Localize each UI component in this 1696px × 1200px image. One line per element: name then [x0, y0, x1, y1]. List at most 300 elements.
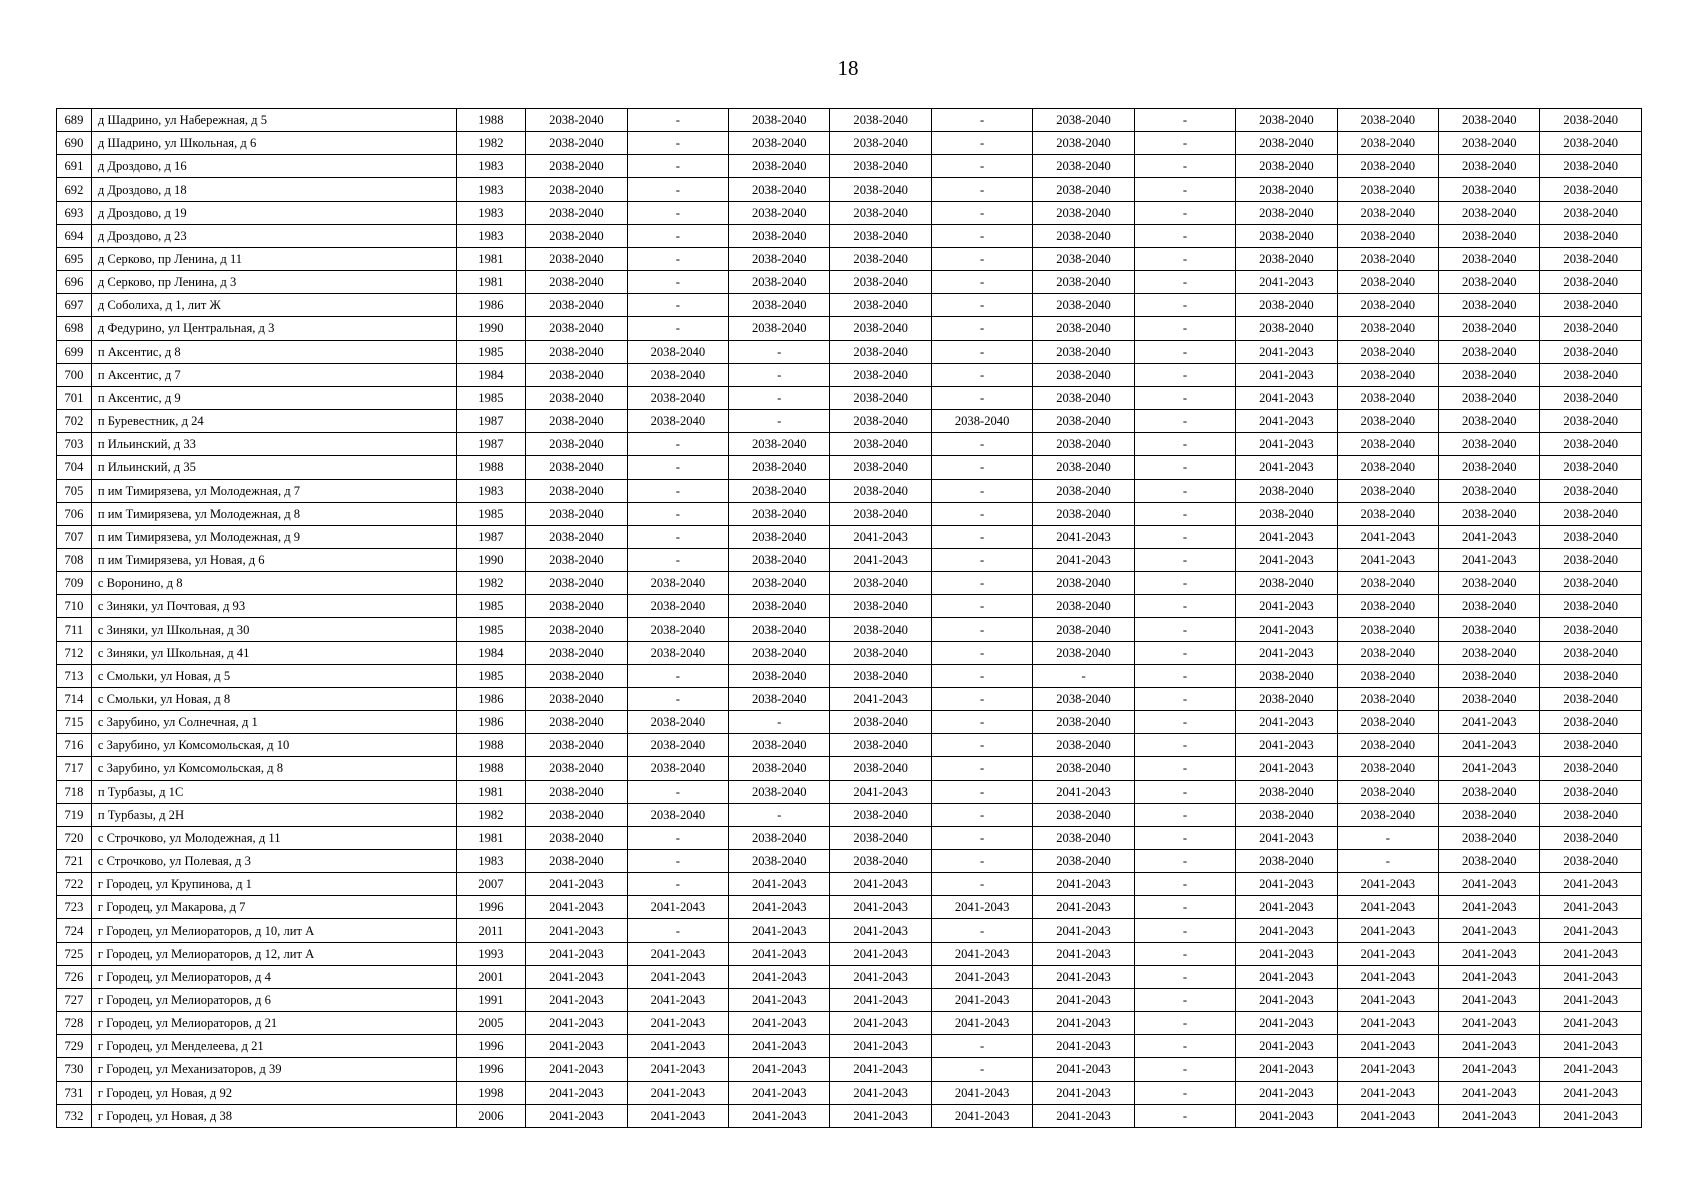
build-year-cell: 2001 — [456, 965, 526, 988]
build-year-cell: 1984 — [456, 641, 526, 664]
schedule-cell: 2038-2040 — [1439, 850, 1540, 873]
build-year-cell: 1987 — [456, 433, 526, 456]
schedule-cell: - — [1134, 687, 1235, 710]
schedule-cell: 2038-2040 — [830, 456, 931, 479]
address-cell: п Ильинский, д 35 — [91, 456, 456, 479]
build-year-cell: 1983 — [456, 224, 526, 247]
schedule-cell: 2038-2040 — [1236, 780, 1337, 803]
schedule-cell: 2038-2040 — [830, 294, 931, 317]
table-row — [57, 757, 1642, 780]
table-row — [57, 433, 1642, 456]
schedule-cell: 2041-2043 — [1439, 942, 1540, 965]
schedule-cell: 2038-2040 — [526, 247, 627, 270]
schedule-cell: - — [627, 502, 728, 525]
schedule-cell: 2041-2043 — [526, 896, 627, 919]
schedule-cell: 2038-2040 — [526, 294, 627, 317]
schedule-cell: 2041-2043 — [526, 1058, 627, 1081]
schedule-cell: 2038-2040 — [1540, 757, 1642, 780]
table-row — [57, 525, 1642, 548]
schedule-cell: - — [1134, 595, 1235, 618]
schedule-cell: 2038-2040 — [729, 548, 830, 571]
schedule-cell: - — [1134, 965, 1235, 988]
schedule-cell: 2038-2040 — [1540, 502, 1642, 525]
schedule-cell: 2041-2043 — [1540, 942, 1642, 965]
schedule-cell: 2038-2040 — [1540, 548, 1642, 571]
schedule-cell: - — [931, 479, 1032, 502]
schedule-cell: 2038-2040 — [1337, 687, 1438, 710]
schedule-cell: - — [627, 687, 728, 710]
schedule-cell: 2038-2040 — [1033, 109, 1134, 132]
build-year-cell: 1986 — [456, 711, 526, 734]
table-row — [57, 548, 1642, 571]
table-row — [57, 178, 1642, 201]
schedule-cell: - — [1134, 294, 1235, 317]
schedule-cell: 2041-2043 — [1236, 757, 1337, 780]
schedule-cell: 2038-2040 — [1337, 618, 1438, 641]
schedule-cell: 2041-2043 — [1439, 1081, 1540, 1104]
schedule-cell: 2038-2040 — [1540, 803, 1642, 826]
row-number-cell: 730 — [57, 1058, 92, 1081]
schedule-cell: 2041-2043 — [526, 873, 627, 896]
row-number-cell: 715 — [57, 711, 92, 734]
schedule-cell: 2041-2043 — [1033, 942, 1134, 965]
row-number-cell: 692 — [57, 178, 92, 201]
build-year-cell: 1985 — [456, 502, 526, 525]
row-number-cell: 712 — [57, 641, 92, 664]
schedule-cell: 2041-2043 — [1337, 988, 1438, 1011]
build-year-cell: 1983 — [456, 178, 526, 201]
schedule-cell: 2038-2040 — [526, 317, 627, 340]
build-year-cell: 1981 — [456, 247, 526, 270]
schedule-cell: 2041-2043 — [1337, 873, 1438, 896]
schedule-cell: 2038-2040 — [526, 803, 627, 826]
schedule-cell: - — [1134, 386, 1235, 409]
table-row — [57, 340, 1642, 363]
address-cell: п им Тимирязева, ул Молодежная, д 7 — [91, 479, 456, 502]
schedule-cell: 2038-2040 — [1337, 294, 1438, 317]
schedule-cell: 2038-2040 — [1337, 456, 1438, 479]
schedule-cell: 2038-2040 — [627, 410, 728, 433]
table-row — [57, 317, 1642, 340]
table-row — [57, 873, 1642, 896]
schedule-cell: 2041-2043 — [1540, 965, 1642, 988]
schedule-cell: 2041-2043 — [931, 1104, 1032, 1127]
schedule-cell: 2038-2040 — [526, 479, 627, 502]
schedule-cell: 2041-2043 — [1439, 873, 1540, 896]
schedule-cell: 2038-2040 — [729, 224, 830, 247]
schedule-cell: 2038-2040 — [931, 410, 1032, 433]
schedule-cell: 2038-2040 — [526, 641, 627, 664]
schedule-cell: 2038-2040 — [526, 155, 627, 178]
schedule-cell: 2041-2043 — [1439, 965, 1540, 988]
build-year-cell: 1986 — [456, 687, 526, 710]
schedule-cell: - — [931, 109, 1032, 132]
schedule-cell: 2038-2040 — [1540, 618, 1642, 641]
schedule-cell: 2038-2040 — [1337, 734, 1438, 757]
schedule-cell: - — [931, 433, 1032, 456]
schedule-cell: - — [931, 618, 1032, 641]
row-number-cell: 706 — [57, 502, 92, 525]
build-year-cell: 1984 — [456, 363, 526, 386]
schedule-cell: 2038-2040 — [830, 479, 931, 502]
schedule-cell: 2041-2043 — [830, 525, 931, 548]
schedule-cell: 2041-2043 — [1236, 548, 1337, 571]
schedule-cell: 2038-2040 — [1337, 155, 1438, 178]
schedule-cell: 2038-2040 — [1540, 433, 1642, 456]
row-number-cell: 721 — [57, 850, 92, 873]
schedule-cell: 2041-2043 — [1033, 548, 1134, 571]
schedule-cell: 2038-2040 — [1439, 826, 1540, 849]
schedule-cell: 2041-2043 — [526, 919, 627, 942]
address-cell: с Воронино, д 8 — [91, 572, 456, 595]
schedule-cell: 2038-2040 — [1033, 502, 1134, 525]
schedule-cell: - — [931, 780, 1032, 803]
schedule-cell: 2038-2040 — [729, 132, 830, 155]
schedule-cell: 2038-2040 — [1337, 780, 1438, 803]
schedule-cell: 2038-2040 — [729, 618, 830, 641]
schedule-cell: 2038-2040 — [1439, 479, 1540, 502]
schedule-cell: - — [931, 317, 1032, 340]
schedule-cell: 2038-2040 — [729, 317, 830, 340]
row-number-cell: 695 — [57, 247, 92, 270]
row-number-cell: 711 — [57, 618, 92, 641]
schedule-cell: 2041-2043 — [729, 988, 830, 1011]
address-cell: г Городец, ул Новая, д 38 — [91, 1104, 456, 1127]
build-year-cell: 1983 — [456, 850, 526, 873]
schedule-cell: 2041-2043 — [729, 1081, 830, 1104]
schedule-cell: 2038-2040 — [1439, 433, 1540, 456]
row-number-cell: 716 — [57, 734, 92, 757]
schedule-cell: 2038-2040 — [1337, 595, 1438, 618]
table-row — [57, 1012, 1642, 1035]
schedule-cell: 2041-2043 — [1033, 988, 1134, 1011]
schedule-cell: 2041-2043 — [1236, 456, 1337, 479]
table-row — [57, 595, 1642, 618]
schedule-cell: 2041-2043 — [1337, 1104, 1438, 1127]
schedule-cell: - — [1134, 896, 1235, 919]
schedule-cell: 2038-2040 — [1540, 595, 1642, 618]
schedule-cell: 2038-2040 — [729, 850, 830, 873]
schedule-cell: 2041-2043 — [526, 988, 627, 1011]
schedule-cell: 2038-2040 — [1439, 803, 1540, 826]
build-year-cell: 1981 — [456, 826, 526, 849]
schedule-cell: 2041-2043 — [830, 919, 931, 942]
schedule-cell: 2038-2040 — [830, 641, 931, 664]
schedule-cell: 2041-2043 — [830, 780, 931, 803]
address-cell: с Зиняки, ул Почтовая, д 93 — [91, 595, 456, 618]
address-cell: д Шадрино, ул Набережная, д 5 — [91, 109, 456, 132]
table-row — [57, 711, 1642, 734]
schedule-cell: 2041-2043 — [1439, 1104, 1540, 1127]
schedule-cell: 2041-2043 — [830, 1104, 931, 1127]
build-year-cell: 1982 — [456, 803, 526, 826]
table-row — [57, 271, 1642, 294]
row-number-cell: 707 — [57, 525, 92, 548]
build-year-cell: 1983 — [456, 201, 526, 224]
schedule-cell: 2038-2040 — [627, 757, 728, 780]
schedule-cell: 2038-2040 — [729, 687, 830, 710]
schedule-cell: 2038-2040 — [1540, 224, 1642, 247]
schedule-cell: 2038-2040 — [830, 595, 931, 618]
schedule-cell: 2041-2043 — [729, 942, 830, 965]
schedule-cell: - — [1134, 826, 1235, 849]
schedule-cell: 2038-2040 — [729, 155, 830, 178]
schedule-cell: - — [1134, 224, 1235, 247]
row-number-cell: 694 — [57, 224, 92, 247]
schedule-cell: 2038-2040 — [1337, 641, 1438, 664]
schedule-cell: 2041-2043 — [830, 1035, 931, 1058]
table-row — [57, 155, 1642, 178]
schedule-cell: - — [627, 479, 728, 502]
schedule-cell: 2041-2043 — [1540, 988, 1642, 1011]
schedule-cell: - — [627, 456, 728, 479]
schedule-cell: 2038-2040 — [1439, 363, 1540, 386]
schedule-cell: 2038-2040 — [526, 410, 627, 433]
schedule-cell: 2038-2040 — [1033, 132, 1134, 155]
schedule-cell: 2038-2040 — [729, 572, 830, 595]
schedule-cell: 2041-2043 — [729, 873, 830, 896]
schedule-cell: - — [1134, 410, 1235, 433]
schedule-cell: - — [931, 502, 1032, 525]
schedule-cell: 2038-2040 — [1540, 826, 1642, 849]
table-row — [57, 410, 1642, 433]
schedule-cell: - — [1134, 711, 1235, 734]
schedule-cell: - — [1134, 502, 1235, 525]
schedule-cell: 2038-2040 — [1540, 132, 1642, 155]
schedule-cell: 2038-2040 — [1540, 178, 1642, 201]
build-year-cell: 1983 — [456, 155, 526, 178]
schedule-cell: 2041-2043 — [830, 687, 931, 710]
schedule-cell: 2041-2043 — [526, 965, 627, 988]
build-year-cell: 1990 — [456, 548, 526, 571]
schedule-cell: - — [729, 340, 830, 363]
schedule-cell: 2038-2040 — [627, 572, 728, 595]
schedule-cell: 2041-2043 — [1033, 1058, 1134, 1081]
schedule-cell: 2038-2040 — [526, 711, 627, 734]
schedule-cell: 2041-2043 — [1033, 1035, 1134, 1058]
schedule-cell: 2041-2043 — [1540, 1058, 1642, 1081]
row-number-cell: 704 — [57, 456, 92, 479]
schedule-cell: 2038-2040 — [1337, 757, 1438, 780]
schedule-cell: 2038-2040 — [729, 525, 830, 548]
build-year-cell: 1996 — [456, 1035, 526, 1058]
schedule-cell: 2041-2043 — [1236, 525, 1337, 548]
schedule-cell: 2041-2043 — [1337, 548, 1438, 571]
build-year-cell: 1988 — [456, 734, 526, 757]
build-year-cell: 1996 — [456, 1058, 526, 1081]
schedule-cell: 2041-2043 — [1439, 988, 1540, 1011]
build-year-cell: 1987 — [456, 410, 526, 433]
schedule-cell: - — [1134, 132, 1235, 155]
schedule-cell: 2038-2040 — [830, 803, 931, 826]
row-number-cell: 717 — [57, 757, 92, 780]
row-number-cell: 732 — [57, 1104, 92, 1127]
schedule-cell: - — [627, 433, 728, 456]
table-row — [57, 363, 1642, 386]
schedule-cell: 2041-2043 — [1540, 1104, 1642, 1127]
schedule-cell: 2038-2040 — [1439, 502, 1540, 525]
schedule-cell: - — [931, 826, 1032, 849]
schedule-cell: 2041-2043 — [1540, 1035, 1642, 1058]
schedule-cell: 2038-2040 — [526, 618, 627, 641]
schedule-cell: - — [1134, 155, 1235, 178]
address-cell: д Дроздово, д 19 — [91, 201, 456, 224]
page-number: 18 — [837, 56, 859, 80]
schedule-cell: - — [627, 132, 728, 155]
schedule-cell: - — [1134, 1012, 1235, 1035]
schedule-cell: - — [627, 548, 728, 571]
schedule-cell: 2041-2043 — [830, 873, 931, 896]
schedule-cell: 2038-2040 — [1540, 664, 1642, 687]
address-cell: с Смольки, ул Новая, д 5 — [91, 664, 456, 687]
schedule-cell: 2038-2040 — [1439, 641, 1540, 664]
schedule-cell: - — [1134, 456, 1235, 479]
schedule-cell: - — [627, 919, 728, 942]
table-row — [57, 1035, 1642, 1058]
address-cell: г Городец, ул Мелиораторов, д 12, лит А — [91, 942, 456, 965]
schedule-cell: 2038-2040 — [729, 826, 830, 849]
address-cell: д Дроздово, д 16 — [91, 155, 456, 178]
schedule-cell: - — [627, 850, 728, 873]
schedule-cell: 2041-2043 — [627, 1035, 728, 1058]
schedule-cell: 2038-2040 — [729, 201, 830, 224]
schedule-cell: - — [1134, 618, 1235, 641]
table-row — [57, 479, 1642, 502]
schedule-cell: 2038-2040 — [1439, 201, 1540, 224]
schedule-cell: 2038-2040 — [1033, 595, 1134, 618]
build-year-cell: 2005 — [456, 1012, 526, 1035]
address-cell: г Городец, ул Мелиораторов, д 21 — [91, 1012, 456, 1035]
schedule-cell: 2041-2043 — [1033, 780, 1134, 803]
row-number-cell: 709 — [57, 572, 92, 595]
schedule-cell: 2038-2040 — [627, 340, 728, 363]
schedule-cell: 2041-2043 — [830, 965, 931, 988]
schedule-cell: - — [1134, 873, 1235, 896]
schedule-cell: 2038-2040 — [1337, 386, 1438, 409]
schedule-cell: 2038-2040 — [830, 664, 931, 687]
schedule-cell: 2038-2040 — [1540, 850, 1642, 873]
schedule-cell: 2038-2040 — [1033, 433, 1134, 456]
build-year-cell: 1981 — [456, 780, 526, 803]
row-number-cell: 708 — [57, 548, 92, 571]
schedule-cell: - — [1134, 1104, 1235, 1127]
schedule-cell: 2038-2040 — [830, 201, 931, 224]
address-cell: д Серково, пр Ленина, д 11 — [91, 247, 456, 270]
address-cell: д Серково, пр Ленина, д 3 — [91, 271, 456, 294]
schedule-cell: 2038-2040 — [1439, 178, 1540, 201]
schedule-cell: - — [931, 201, 1032, 224]
build-year-cell: 2006 — [456, 1104, 526, 1127]
address-cell: д Соболиха, д 1, лит Ж — [91, 294, 456, 317]
schedule-cell: 2038-2040 — [1439, 572, 1540, 595]
schedule-cell: - — [931, 247, 1032, 270]
schedule-cell: 2038-2040 — [526, 340, 627, 363]
address-cell: с Зарубино, ул Комсомольская, д 8 — [91, 757, 456, 780]
row-number-cell: 705 — [57, 479, 92, 502]
row-number-cell: 710 — [57, 595, 92, 618]
schedule-cell: - — [1134, 247, 1235, 270]
schedule-cell: - — [1134, 525, 1235, 548]
schedule-cell: 2038-2040 — [1236, 178, 1337, 201]
schedule-cell: 2041-2043 — [729, 1104, 830, 1127]
schedule-cell: 2038-2040 — [526, 850, 627, 873]
row-number-cell: 722 — [57, 873, 92, 896]
table-row — [57, 132, 1642, 155]
schedule-cell: - — [931, 363, 1032, 386]
schedule-cell: - — [627, 664, 728, 687]
schedule-cell: 2038-2040 — [1337, 340, 1438, 363]
schedule-cell: - — [627, 109, 728, 132]
schedule-cell: 2041-2043 — [1236, 734, 1337, 757]
schedule-cell: - — [931, 850, 1032, 873]
schedule-cell: 2038-2040 — [1540, 572, 1642, 595]
schedule-cell: 2041-2043 — [1236, 618, 1337, 641]
schedule-cell: 2041-2043 — [830, 1081, 931, 1104]
schedule-cell: 2041-2043 — [1236, 410, 1337, 433]
schedule-cell: 2038-2040 — [1337, 224, 1438, 247]
schedule-cell: 2041-2043 — [729, 1035, 830, 1058]
schedule-cell: - — [931, 919, 1032, 942]
schedule-cell: - — [931, 595, 1032, 618]
build-year-cell: 1985 — [456, 340, 526, 363]
address-cell: г Городец, ул Мелиораторов, д 10, лит А — [91, 919, 456, 942]
schedule-cell: 2038-2040 — [1337, 572, 1438, 595]
table-row — [57, 201, 1642, 224]
schedule-cell: 2038-2040 — [1033, 711, 1134, 734]
schedule-cell: 2038-2040 — [1033, 803, 1134, 826]
schedule-cell: 2038-2040 — [526, 780, 627, 803]
table-row — [57, 734, 1642, 757]
address-cell: г Городец, ул Макарова, д 7 — [91, 896, 456, 919]
schedule-cell: 2038-2040 — [729, 502, 830, 525]
row-number-cell: 702 — [57, 410, 92, 433]
schedule-cell: 2041-2043 — [1236, 340, 1337, 363]
schedule-cell: 2038-2040 — [729, 271, 830, 294]
table-row — [57, 687, 1642, 710]
schedule-cell: 2041-2043 — [729, 1058, 830, 1081]
schedule-cell: 2038-2040 — [1337, 803, 1438, 826]
schedule-cell: 2041-2043 — [1236, 919, 1337, 942]
build-year-cell: 1986 — [456, 294, 526, 317]
build-year-cell: 1981 — [456, 271, 526, 294]
schedule-cell: 2038-2040 — [1236, 502, 1337, 525]
schedule-cell: 2041-2043 — [1337, 1012, 1438, 1035]
schedule-cell: - — [931, 525, 1032, 548]
schedule-cell: 2041-2043 — [1236, 363, 1337, 386]
schedule-cell: 2041-2043 — [627, 1058, 728, 1081]
schedule-cell: - — [1134, 803, 1235, 826]
schedule-cell: 2038-2040 — [729, 247, 830, 270]
address-cell: с Строчково, ул Молодежная, д 11 — [91, 826, 456, 849]
schedule-cell: 2041-2043 — [931, 942, 1032, 965]
build-year-cell: 1988 — [456, 109, 526, 132]
schedule-cell: 2038-2040 — [830, 572, 931, 595]
build-year-cell: 1987 — [456, 525, 526, 548]
schedule-cell: 2038-2040 — [526, 386, 627, 409]
row-number-cell: 701 — [57, 386, 92, 409]
table-row — [57, 618, 1642, 641]
schedule-cell: 2041-2043 — [1439, 711, 1540, 734]
schedule-cell: 2041-2043 — [931, 965, 1032, 988]
schedule-cell: - — [931, 271, 1032, 294]
row-number-cell: 689 — [57, 109, 92, 132]
schedule-cell: 2038-2040 — [1439, 155, 1540, 178]
schedule-cell: - — [729, 363, 830, 386]
schedule-cell: - — [931, 224, 1032, 247]
schedule-cell: 2038-2040 — [1439, 224, 1540, 247]
schedule-cell: 2038-2040 — [1236, 247, 1337, 270]
schedule-cell: 2038-2040 — [1236, 132, 1337, 155]
